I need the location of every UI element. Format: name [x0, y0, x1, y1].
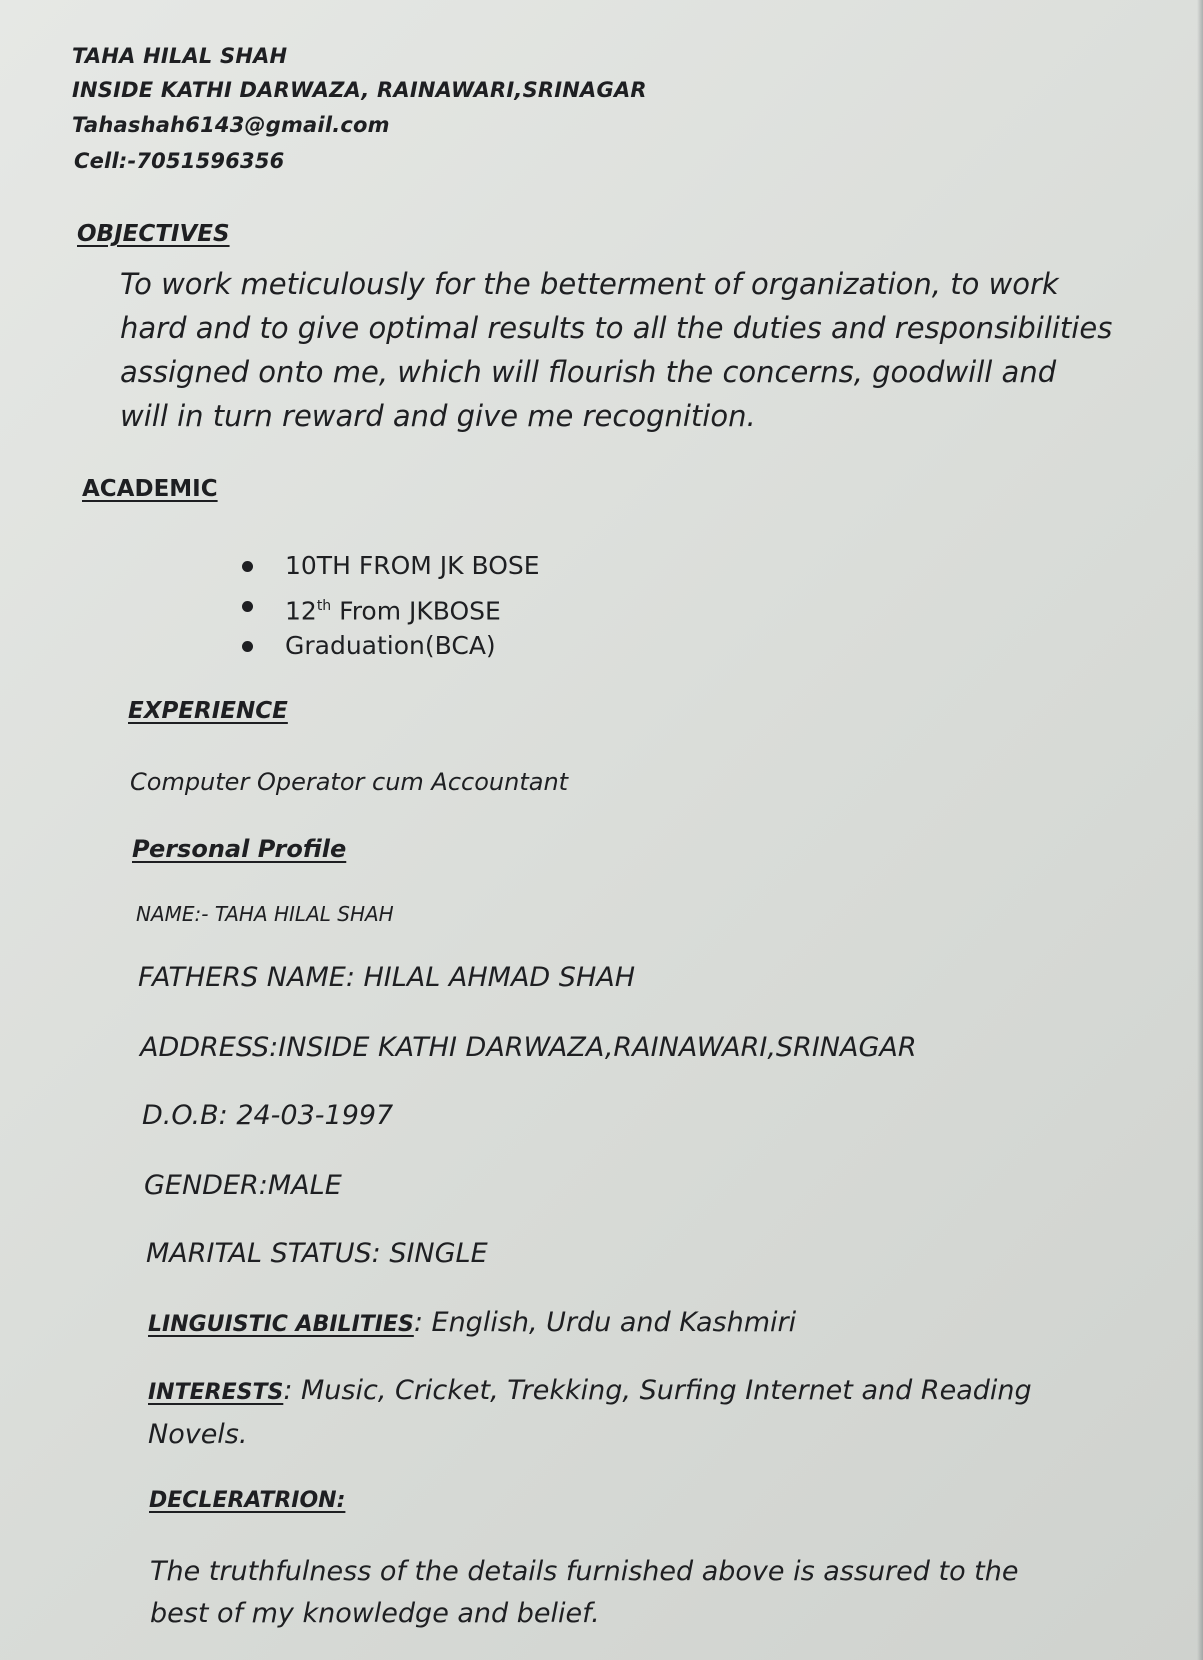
- bullet-icon: [242, 601, 253, 612]
- profile-dob: D.O.B: 24-03-1997: [142, 1100, 394, 1131]
- bullet-icon: [242, 641, 253, 652]
- interests-line: [148, 1375, 1032, 1406]
- profile-marital: MARITAL STATUS: SINGLE: [146, 1238, 488, 1269]
- linguistic-value: : English, Urdu and Kashmiri: [413, 1307, 797, 1338]
- objectives-line-1: To work meticulously for the betterment of organization, to work: [120, 267, 1059, 301]
- profile-gender: GENDER:MALE: [144, 1170, 342, 1201]
- list-item: 10TH FROM JK BOSE: [242, 548, 540, 588]
- profile-name: NAME:- TAHA HILAL SHAH: [136, 902, 394, 926]
- bullet-icon: [242, 561, 253, 572]
- paper-edge-shadow: [1197, 0, 1203, 1660]
- profile-father: FATHERS NAME: HILAL AHMAD SHAH: [138, 962, 636, 993]
- declaration-heading: DECLERATRION:: [149, 1488, 346, 1513]
- academic-heading: ACADEMIC: [82, 476, 218, 502]
- declaration-line-2: best of my knowledge and belief.: [150, 1598, 600, 1629]
- header-address: INSIDE KATHI DARWAZA, RAINAWARI,SRINAGAR: [72, 78, 647, 102]
- profile-heading: Personal Profile: [132, 835, 347, 863]
- objectives-line-4: will in turn reward and give me recognition.: [120, 399, 756, 433]
- linguistic-label: LINGUISTIC ABILITIES: [148, 1312, 414, 1337]
- experience-text: Computer Operator cum Accountant: [130, 768, 569, 796]
- interests-value-2: Novels.: [148, 1419, 248, 1450]
- header-name: TAHA HILAL SHAH: [72, 44, 288, 68]
- interests-label: INTERESTS: [148, 1380, 284, 1405]
- header-email: Tahashah6143@gmail.com: [72, 113, 390, 137]
- experience-heading: EXPERIENCE: [128, 698, 288, 724]
- list-item: 12th From JKBOSE: [242, 588, 540, 628]
- header-cell: Cell:-7051596356: [74, 149, 285, 173]
- academic-list: [242, 548, 540, 668]
- objectives-heading: OBJECTIVES: [77, 221, 230, 247]
- list-item: Graduation(BCA): [242, 628, 540, 668]
- interests-value: : Music, Cricket, Trekking, Surfing Internet and Reading: [283, 1375, 1032, 1406]
- linguistic-line: [148, 1307, 796, 1338]
- profile-address: ADDRESS:INSIDE KATHI DARWAZA,RAINAWARI,SRINAGAR: [140, 1032, 917, 1063]
- declaration-line-1: The truthfulness of the details furnished above is assured to the: [150, 1556, 1019, 1587]
- objectives-line-3: assigned onto me, which will flourish the concerns, goodwill and: [120, 355, 1057, 389]
- objectives-line-2: hard and to give optimal results to all the duties and responsibilities: [120, 311, 1113, 345]
